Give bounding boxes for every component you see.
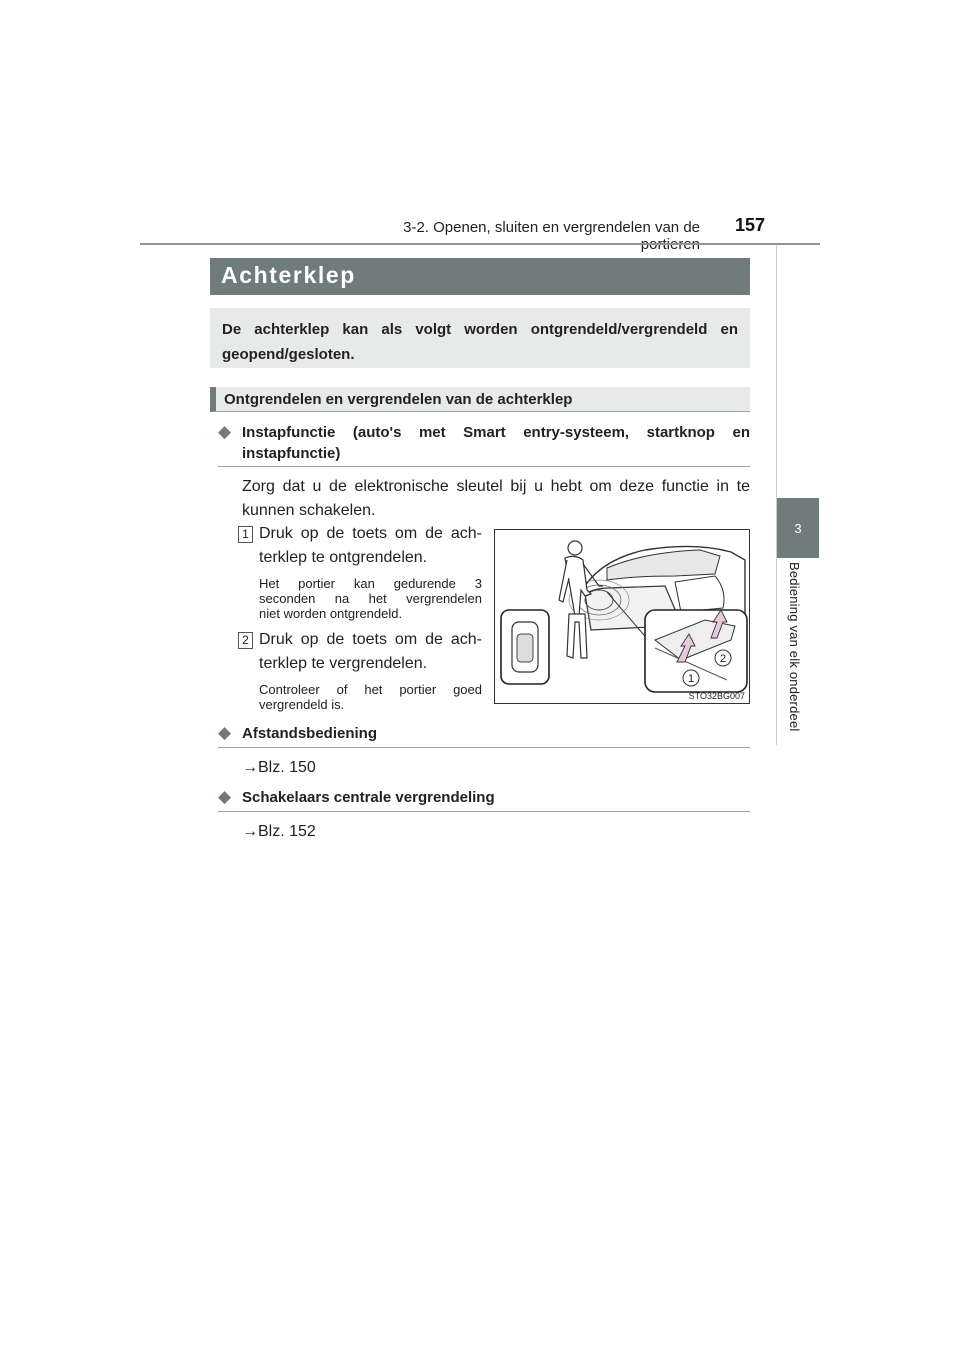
tailgate-illustration (494, 529, 750, 704)
step-2-line2: terklep te vergrendelen. (259, 655, 428, 672)
step-1-note-line1: Het portier kan gedurende 3 (259, 576, 482, 591)
step-1-line2: terklep te ontgrendelen. (259, 549, 428, 566)
side-tab-number[interactable]: 3 (777, 498, 819, 558)
item-heading: Afstandsbediening (242, 725, 378, 742)
side-tab-label: Bediening van elk onderdeel (787, 562, 802, 732)
item-intro-line1: Zorg dat u de elektronische sleutel bij u hebt om deze functie in te (242, 478, 750, 495)
illustration-code: STO32BG007 (688, 691, 745, 701)
tailgate-illustration-drawing (495, 530, 750, 704)
diamond-icon: ◆ (218, 787, 232, 806)
diamond-icon: ◆ (218, 422, 232, 441)
side-tab-line (776, 245, 777, 745)
section-title: Achterklep (221, 262, 356, 288)
item-intro-line2: kunnen schakelen. (242, 502, 376, 519)
item-heading-line2: instapfunctie) (242, 445, 341, 462)
step-1-line1: Druk op de toets om de ach- (259, 525, 482, 542)
step-2-line1: Druk op de toets om de ach- (259, 631, 482, 648)
illustration-callout-2: 2 (719, 653, 727, 665)
item-heading-rule (218, 466, 750, 467)
illustration-callout-1: 1 (687, 673, 695, 685)
item-heading-rule (218, 747, 750, 748)
page-reference-link[interactable]: →Blz. 152 (242, 823, 316, 840)
page-number: 157 (735, 215, 766, 235)
page-reference-link[interactable]: →Blz. 150 (242, 759, 316, 776)
item-heading-rule (218, 811, 750, 812)
subsection-title: Ontgrendelen en vergrendelen van de achterklep (224, 391, 573, 408)
section-intro: De achterklep kan als volgt worden ontgrendeld/vergrendeld en geopend/gesloten. (210, 308, 750, 368)
diamond-icon: ◆ (218, 723, 232, 742)
step-number-2: 2 (238, 632, 253, 649)
item-heading: Schakelaars centrale vergrendeling (242, 789, 495, 806)
step-number-1: 1 (238, 526, 253, 543)
chapter-title: 3-2. Openen, sluiten en vergrendelen van de (403, 219, 700, 236)
header-rule (140, 243, 820, 245)
step-2-note-line2: vergrendeld is. (259, 697, 345, 712)
item-heading-line1: Instapfunctie (auto's met Smart entry-systeem, startknop en (242, 424, 750, 441)
step-1-note-line3: niet worden ontgrendeld. (259, 606, 403, 621)
step-2-note-line1: Controleer of het portier goed (259, 682, 482, 697)
step-1-note-line2: seconden na het vergrendelen (259, 591, 482, 606)
